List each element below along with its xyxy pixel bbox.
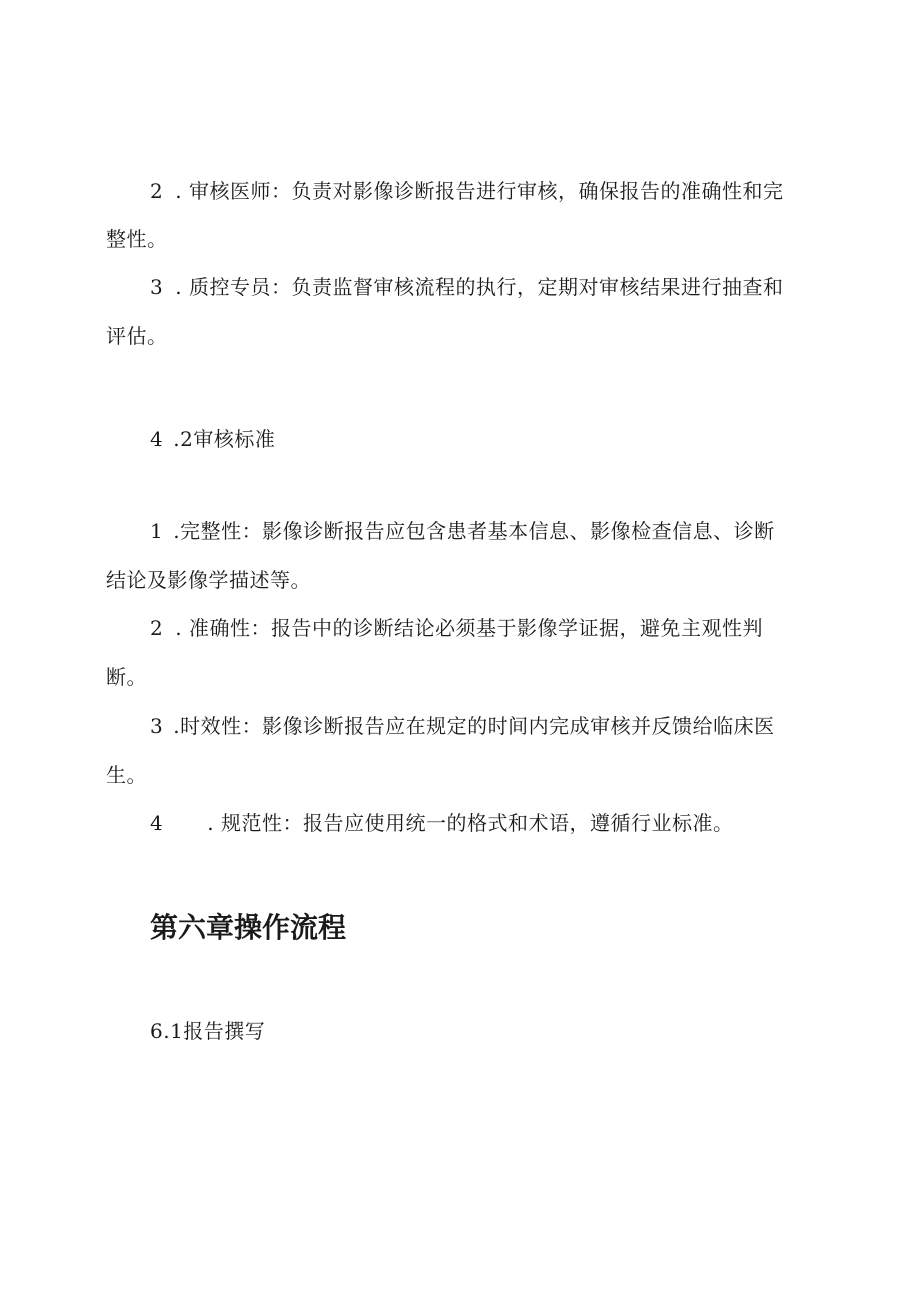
- role-text-line1: . 审核医师：负责对影像诊断报告进行审核，确保报告的准确性和完: [175, 179, 784, 203]
- role-item-qc: [150, 273, 783, 301]
- role-item-reviewer: [150, 177, 783, 205]
- standard-text-line2: 结论及影像学描述等。: [106, 568, 311, 592]
- list-number: 3: [150, 714, 164, 738]
- standard-text-line1: . 规范性：报告应使用统一的格式和术语，遵循行业标准。: [207, 811, 734, 835]
- list-number: 2: [150, 179, 164, 203]
- standard-item-accuracy-cont: [106, 663, 147, 691]
- standard-text-line1: .时效性：影像诊断报告应在规定的时间内完成审核并反馈给临床医: [173, 714, 775, 738]
- standard-item-normativity: [150, 809, 733, 837]
- standard-item-timeliness: [150, 712, 775, 740]
- chapter-title: 第六章操作流程: [150, 911, 347, 944]
- list-number: 4: [150, 811, 164, 835]
- list-number: 2: [150, 616, 164, 640]
- standard-item-accuracy: [150, 614, 763, 642]
- standard-item-timeliness-cont: [106, 761, 147, 789]
- standard-text-line2: 生。: [106, 763, 147, 787]
- section-title: .2审核标准: [173, 427, 276, 451]
- section-heading-6-1: 6.1报告撰写: [150, 1019, 266, 1043]
- role-item-reviewer-cont: [106, 225, 168, 253]
- section-heading-4-2: [150, 425, 275, 453]
- standard-text-line1: . 准确性：报告中的诊断结论必须基于影像学证据，避免主观性判: [175, 616, 763, 640]
- role-text-line2: 评估。: [106, 324, 168, 348]
- role-text-line1: . 质控专员：负责监督审核流程的执行，定期对审核结果进行抽查和: [175, 275, 784, 299]
- standard-item-completeness: [150, 517, 775, 545]
- standard-text-line1: .完整性：影像诊断报告应包含患者基本信息、影像检查信息、诊断: [173, 519, 775, 543]
- role-item-qc-cont: [106, 322, 168, 350]
- role-text-line2: 整性。: [106, 227, 168, 251]
- standard-text-line2: 断。: [106, 665, 147, 689]
- list-number: 3: [150, 275, 164, 299]
- list-number: 1: [150, 519, 164, 543]
- section-number: 4: [150, 427, 164, 451]
- standard-item-completeness-cont: [106, 566, 311, 594]
